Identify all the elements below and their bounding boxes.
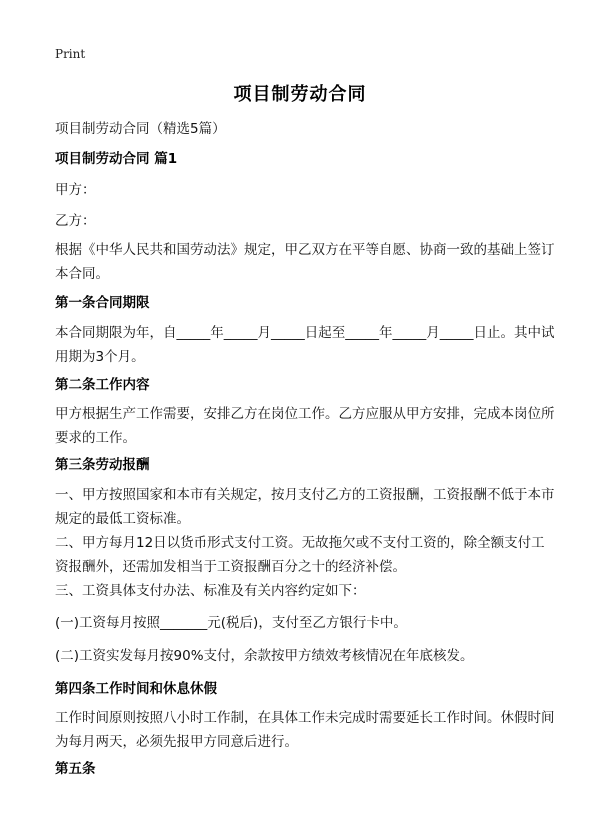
article-3-paragraph-1: 一、甲方按照国家和本市有关规定，按月支付乙方的工资报酬，工资报酬不低于本市规定的最低工资标准。 (55, 487, 555, 527)
article-3-paragraph-4: (一)工资每月按照_______元(税后)，支付至乙方银行卡中。 (55, 615, 407, 631)
article-5-heading: 第五条 (55, 761, 96, 777)
page-title: 项目制劳动合同 (233, 84, 367, 105)
article-3-heading: 第三条劳动报酬 (55, 457, 150, 473)
article-4-heading: 第四条工作时间和休息休假 (55, 681, 217, 697)
party-a-label: 甲方： (55, 182, 96, 198)
print-link[interactable]: Print (55, 47, 86, 61)
article-3-paragraph-5: (二)工资实发每月按90%支付，余款按甲方绩效考核情况在年底核发。 (55, 648, 474, 664)
article-3-paragraph-3: 三、工资具体支付办法、标准及有关内容约定如下： (55, 583, 366, 599)
document-subtitle: 项目制劳动合同（精选5篇） (55, 121, 226, 137)
article-1-heading: 第一条合同期限 (55, 295, 150, 311)
section-heading: 项目制劳动合同 篇1 (55, 151, 178, 167)
article-2-heading: 第二条工作内容 (55, 377, 150, 393)
article-4-text: 工作时间原则按照八小时工作制，在具体工作未完成时需要延长工作时间。休假时间为每月两天，必须先报甲方同意后进行。 (55, 710, 555, 750)
intro-paragraph: 根据《中华人民共和国劳动法》规定，甲乙双方在平等自愿、协商一致的基础上签订本合同。 (55, 242, 555, 282)
article-3-paragraph-2: 二、甲方每月12日以货币形式支付工资。无故拖欠或不支付工资的，除全额支付工资报酬外，还需加发相当于工资报酬百分之十的经济补偿。 (55, 535, 545, 575)
party-b-label: 乙方： (55, 213, 96, 229)
article-1-text: 本合同期限为年，自_____年_____月_____日起至_____年_____月_____日止。其中试用期为3个月。 (55, 325, 555, 365)
article-2-text: 甲方根据生产工作需要，安排乙方在岗位工作。乙方应服从甲方安排，完成本岗位所要求的工作。 (55, 406, 555, 446)
